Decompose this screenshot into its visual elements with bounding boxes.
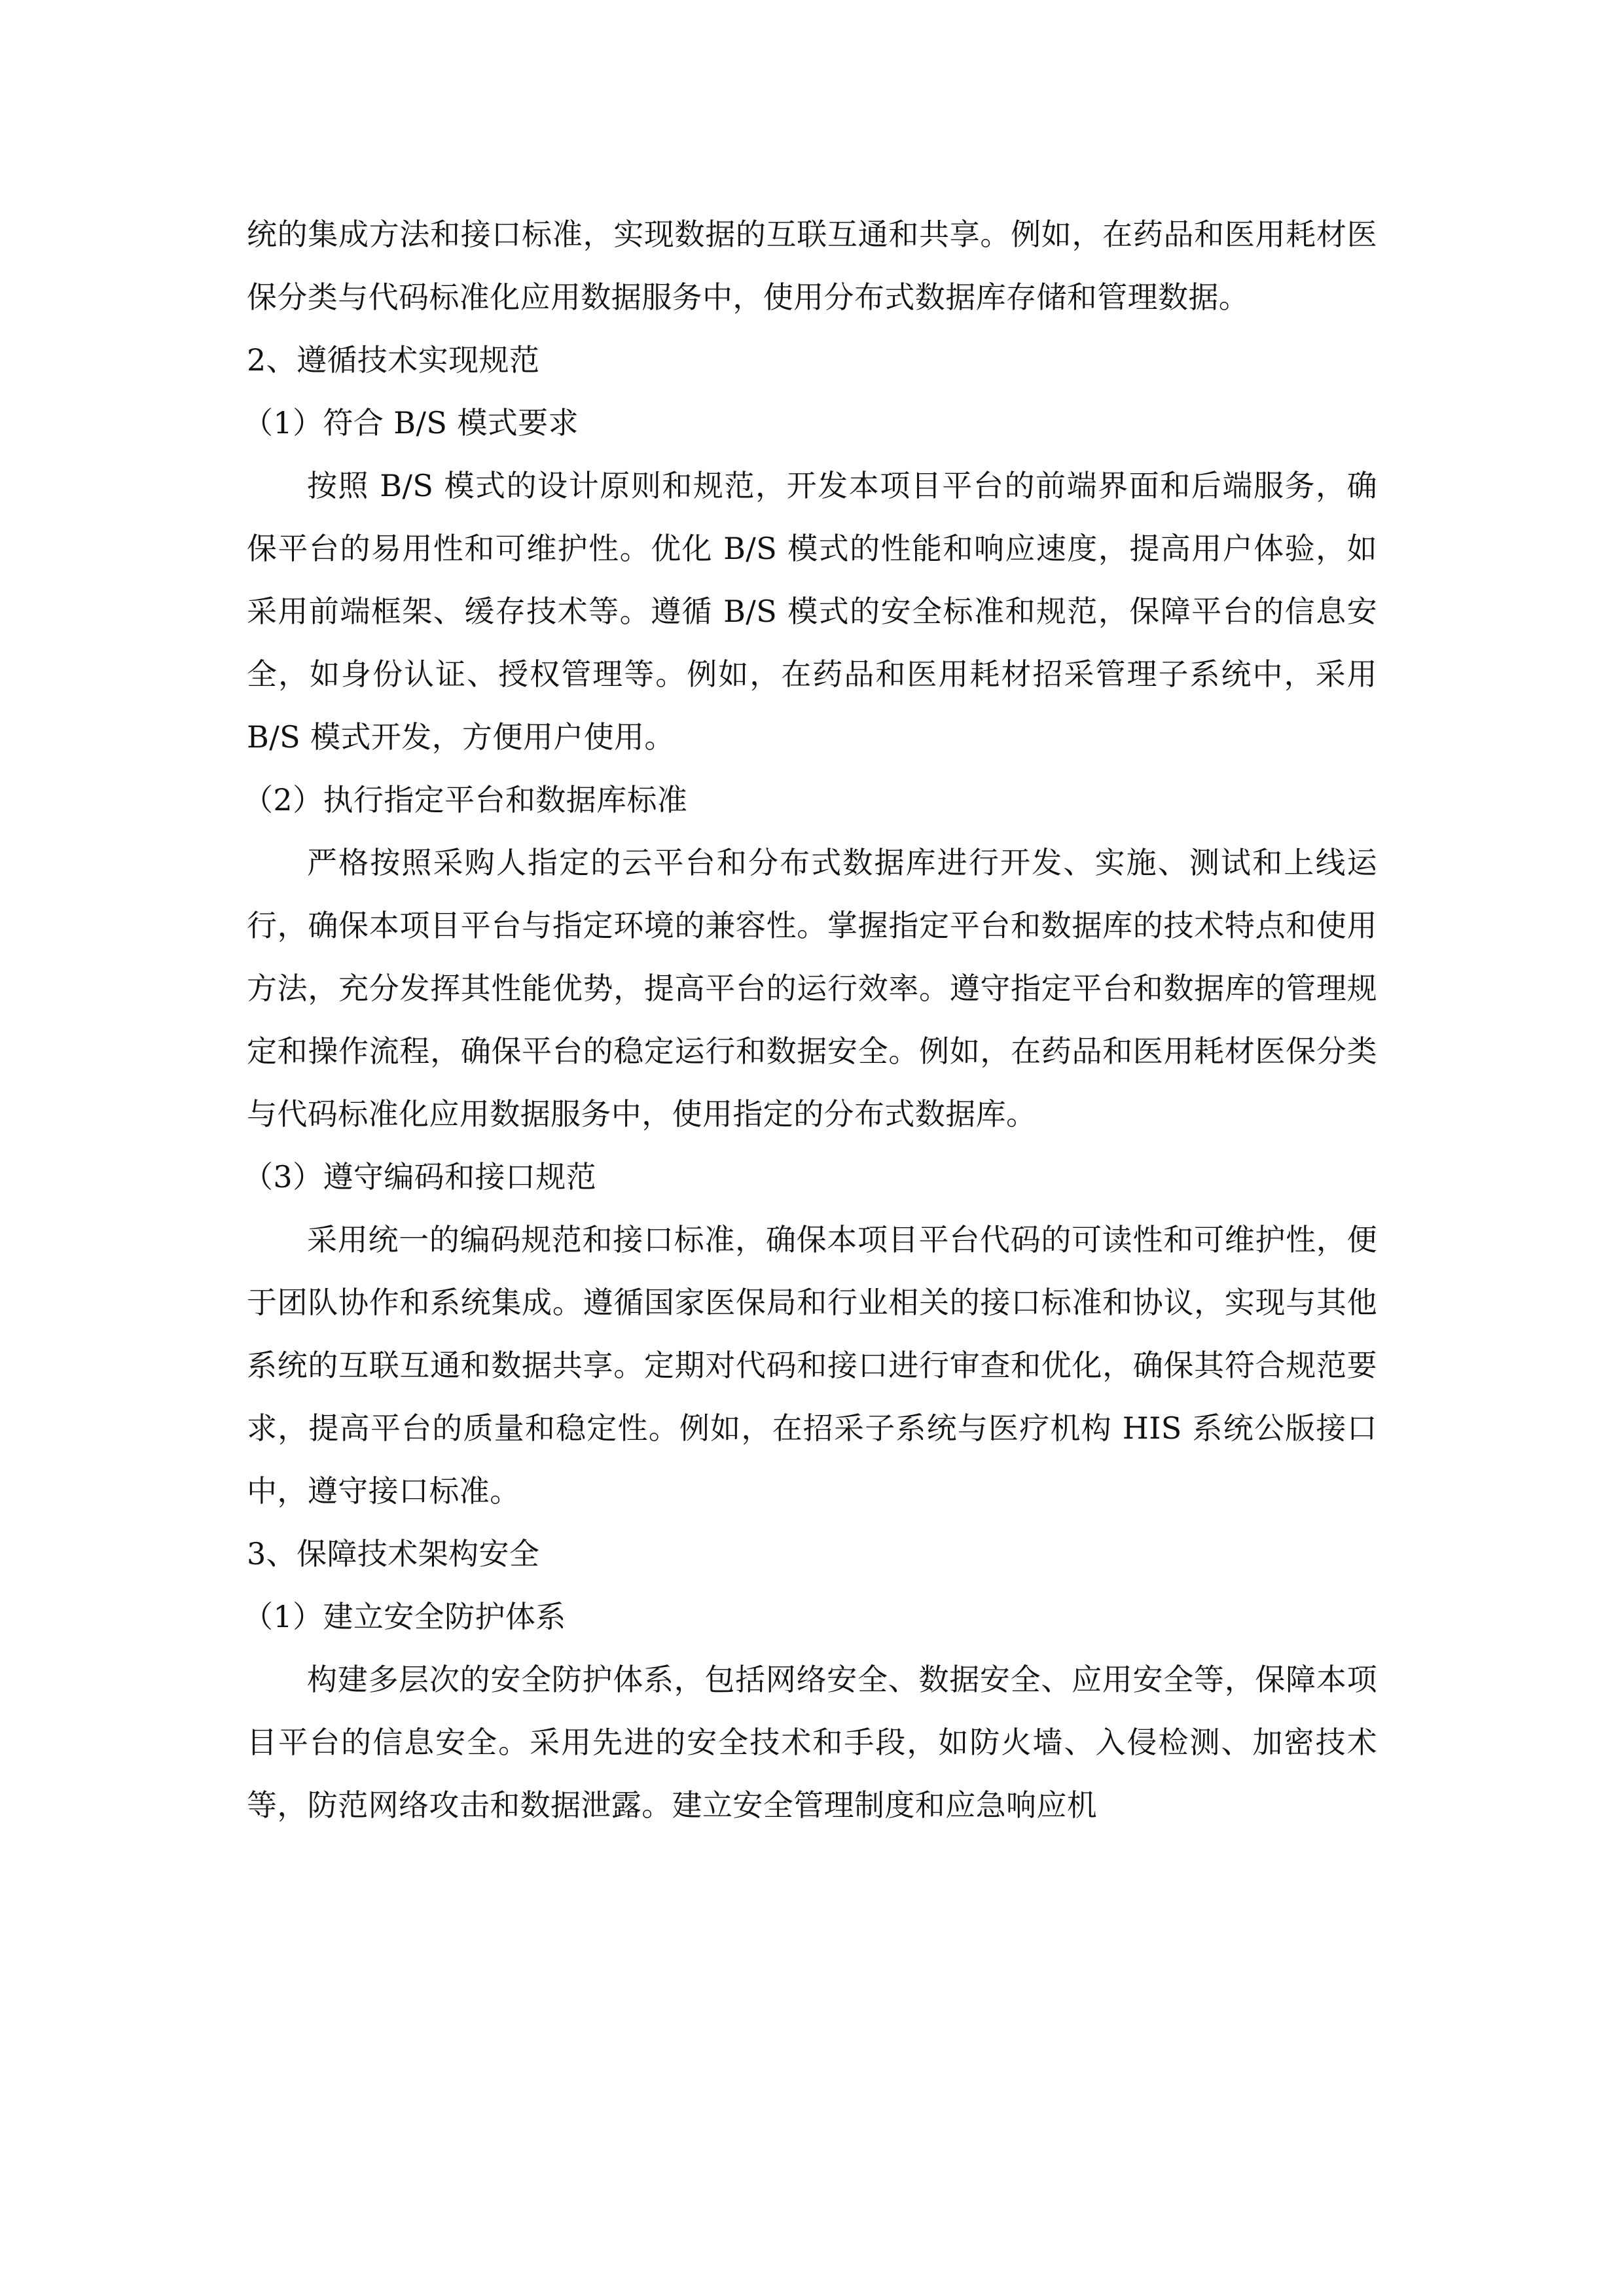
subheading-2-1: （1）符合 B/S 模式要求 [243,405,579,440]
paragraph-continuation: 统的集成方法和接口标准，实现数据的互联互通和共享。例如，在药品和医用耗材医保分类与代码标准化应用数据服务中，使用分布式数据库存储和管理数据。 [247,217,1377,315]
section-heading-2: 2、遵循技术实现规范 [247,342,540,378]
paragraph-bs-mode: 按照 B/S 模式的设计原则和规范，开发本项目平台的前端界面和后端服务，确保平台的易用性和可维护性。优化 B/S 模式的性能和响应速度，提高用户体验，如采用前端框架、缓存技术等。遵循 B/S 模式的安全标准和规范，保障平台的信息安全，如身份认证、授权管理等。例如，在药品和医用耗材招采管理子系统中，采用 B/S 模式开发，方便用户使用。 [247,468,1377,755]
document-page [243,203,1377,1837]
paragraph-coding-interface: 采用统一的编码规范和接口标准，确保本项目平台代码的可读性和可维护性，便于团队协作和系统集成。遵循国家医保局和行业相关的接口标准和协议，实现与其他系统的互联互通和数据共享。定期对代码和接口进行审查和优化，确保其符合规范要求，提高平台的质量和稳定性。例如，在招采子系统与医疗机构 HIS 系统公版接口中，遵守接口标准。 [247,1222,1377,1509]
subheading-2-3: （3）遵守编码和接口规范 [243,1159,597,1194]
subheading-2-2: （2）执行指定平台和数据库标准 [243,782,688,817]
section-heading-3: 3、保障技术架构安全 [247,1536,540,1571]
subheading-3-1: （1）建立安全防护体系 [243,1599,566,1634]
paragraph-security-system: 构建多层次的安全防护体系，包括网络安全、数据安全、应用安全等，保障本项目平台的信息安全。采用先进的安全技术和手段，如防火墙、入侵检测、加密技术等，防范网络攻击和数据泄露。建立安全管理制度和应急响应机 [247,1662,1377,1823]
paragraph-platform-database: 严格按照采购人指定的云平台和分布式数据库进行开发、实施、测试和上线运行，确保本项目平台与指定环境的兼容性。掌握指定平台和数据库的技术特点和使用方法，充分发挥其性能优势，提高平台的运行效率。遵守指定平台和数据库的管理规定和操作流程，确保平台的稳定运行和数据安全。例如，在药品和医用耗材医保分类与代码标准化应用数据服务中，使用指定的分布式数据库。 [247,845,1377,1132]
